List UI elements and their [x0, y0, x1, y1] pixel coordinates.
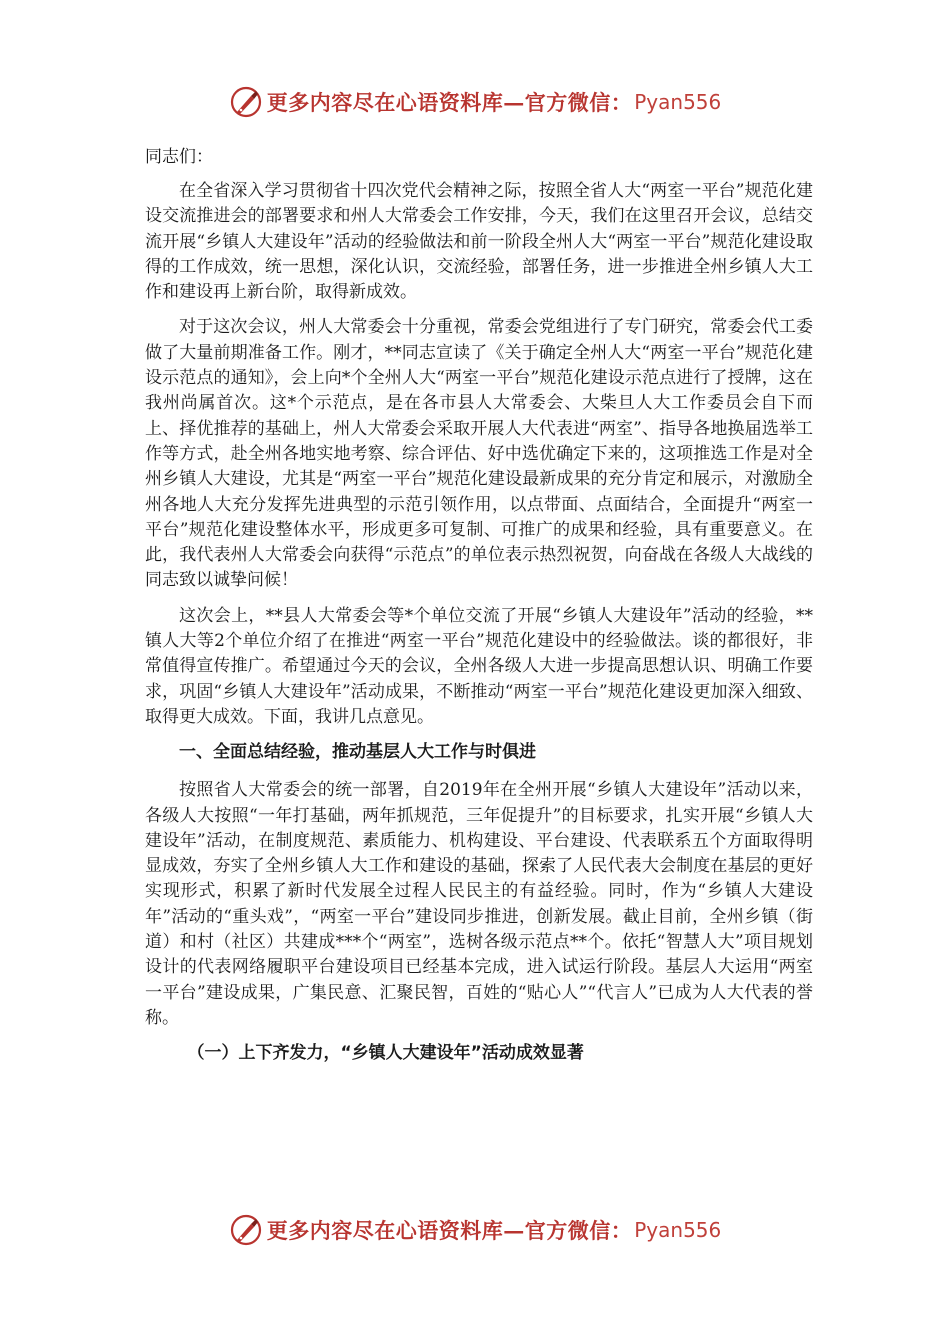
paragraph: 按照省人大常委会的统一部署，自2019年在全州开展“乡镇人大建设年”活动以来，各级人大按照“一年打基础，两年抓规范，三年促提升”的目标要求，扎实开展“乡镇人大建设年”活动，在制度规范、素质能力、机构建设、平台建设、代表联系五个方面取得明显成效，夯实了全州乡镇人大工作和建设的基础，探索了人民代表大会制度在基层的更好实现形式，积累了新时代发展全过程人民民主的有益经验。同时，作为“乡镇人大建设年”活动的“重头戏”，“两室一平台”建设同步推进，创新发展。截止目前，全州乡镇（街道）和村（社区）共建成***个“两室”，选树各级示范点**个。依托“智慧人大”项目规划设计的代表网络履职平台建设项目已经基本完成，进入试运行阶段。基层人大运用“两室一平台”建设成果，广集民意、汇聚民智，百姓的“贴心人”“代言人”已成为人大代表的誉称。 [145, 780, 813, 1028]
subsection-heading-1: （一）上下齐发力，“乡镇人大建设年”活动成效显著 [187, 1043, 584, 1064]
paragraph: 对于这次会议，州人大常委会十分重视，常委会党组进行了专门研究，常委会代工委做了大量前期准备工作。刚才，**同志宣读了《关于确定全州人大“两室一平台”规范化建设示范点的通知》，会上向*个全州人大“两室一平台”规范化建设示范点进行了授牌，这在我州尚属首次。这*个示范点，是在各市县人大常委会、大柴旦人大工作委员会自下而上、择优推荐的基础上，州人大常委会采取开展人大代表进“两室”、指导各地换届选举工作等方式，赴全州各地实地考察、综合评估、好中选优确定下来的，这项推选工作是对全州乡镇人大建设，尤其是“两室一平台”规范化建设最新成果的充分肯定和展示，对激励全州各地人大充分发挥先进典型的示范引领作用，以点带面、点面结合，全面提升“两室一平台”规范化建设整体水平，形成更多可复制、可推广的成果和经验，具有重要意义。在此，我代表州人大常委会向获得“示范点”的单位表示热烈祝贺，向奋战在各级人大战线的同志致以诚挚问候！ [145, 317, 813, 591]
watermark-text: 更多内容尽在心语资料库—官方微信： [266, 90, 633, 115]
watermark-text: 更多内容尽在心语资料库—官方微信： [266, 1218, 633, 1243]
document-body [145, 145, 813, 1079]
watermark-wechat-id: Pyan556 [634, 1218, 722, 1242]
watermark-banner-bottom [0, 1212, 950, 1248]
watermark-wechat-id: Pyan556 [634, 90, 722, 114]
section-heading-1: 一、全面总结经验，推动基层人大工作与时俱进 [179, 742, 536, 763]
paragraph: 这次会上，**县人大常委会等*个单位交流了开展“乡镇人大建设年”活动的经验，**镇人大等2个单位介绍了在推进“两室一平台”规范化建设中的经验做法。谈的都很好，非常值得宣传推广。希望通过今天的会议，全州各级人大进一步提高思想认识、明确工作要求，巩固“乡镇人大建设年”活动成果，不断推动“两室一平台”规范化建设更加深入细致、取得更大成效。下面，我讲几点意见。 [145, 605, 813, 727]
paragraph: 在全省深入学习贯彻省十四次党代会精神之际，按照全省人大“两室一平台”规范化建设交流推进会的部署要求和州人大常委会工作安排，今天，我们在这里召开会议，总结交流开展“乡镇人大建设年”活动的经验做法和前一阶段全州人大“两室一平台”规范化建设取得的工作成效，统一思想，深化认识，交流经验，部署任务，进一步推进全州乡镇人大工作和建设再上新台阶，取得新成效。 [145, 181, 813, 303]
watermark-banner-top [0, 84, 950, 120]
fountain-pen-icon [229, 1213, 263, 1247]
fountain-pen-icon [229, 85, 263, 119]
salutation: 同志们： [145, 147, 213, 167]
